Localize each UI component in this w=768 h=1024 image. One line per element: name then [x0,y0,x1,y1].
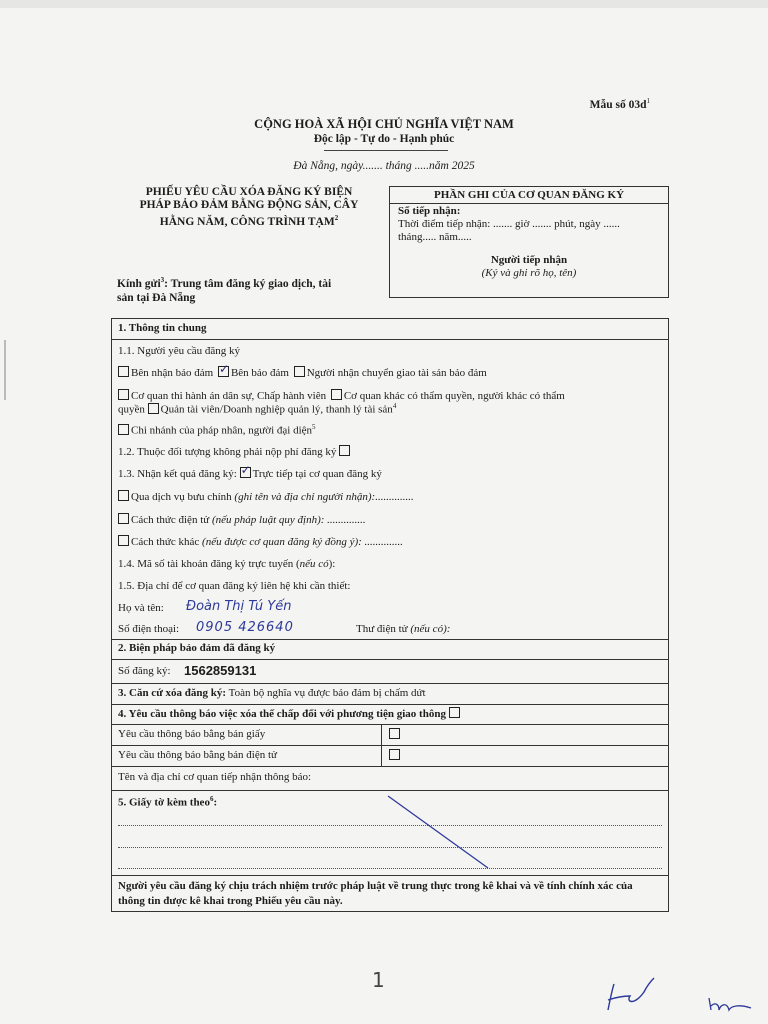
section5-block [112,790,668,876]
postal-checkbox[interactable] [118,490,129,501]
scan-edge [0,0,768,8]
motto: Độc lập - Tự do - Hạnh phúc [313,133,455,145]
section4-heading-row [112,704,668,725]
other-method-note: (nếu được cơ quan đăng ký đồng ý): .............. [202,536,404,548]
notice-paper-row [112,724,668,746]
office-box-heading: PHẦN GHI CỦA CƠ QUAN ĐĂNG KÝ [390,187,668,204]
postal-label: Qua dịch vụ bưu chính [131,491,232,503]
receipt-time-line1: Thời điểm tiếp nhận: ....... giờ ....... phút, ngày ...... [398,218,620,230]
other-method-checkbox[interactable] [118,535,129,546]
form-number: Mẫu số $03d^1$ [589,97,650,111]
name-label: Họ và tên: [118,602,164,614]
email-line: Thư điện tử (nếu có): [356,623,451,635]
other-authority-label: Cơ quan khác có thẩm quyền, người khác có thẩm [343,390,565,402]
secured-party-label: Bên nhận bảo đảm [131,367,214,379]
name-value: Đoàn Thị Tú Yến [186,599,292,614]
strike-through-line [382,794,502,872]
page-number: 1 [372,968,385,992]
contact-label: 1.5. Địa chỉ để cơ quan đăng ký liên hệ khi cần thiết: [118,580,351,592]
guarantor-checkbox[interactable] [218,366,229,377]
section3-row [112,683,668,705]
handwritten-initials-mark [705,992,755,1018]
fee-exempt-checkbox[interactable] [339,445,350,456]
requester-label: 1.1. Người yêu cầu đăng ký [118,345,241,357]
form-title: PHIẾU YÊU CẦU XÓA ĐĂNG KÝ BIỆN PHÁP BẢO ĐẢM BẰNG ĐỘNG SẢN, CÂY HẰNG NĂM, CÔNG TRÌNH TẠM$^2$ [139,186,359,228]
secured-party-checkbox[interactable] [118,366,129,377]
liquidator-checkbox[interactable] [148,403,159,414]
guarantor-label: Bên bảo đảm [230,367,289,379]
branch-checkbox[interactable] [118,424,129,435]
transferee-checkbox[interactable] [294,366,305,377]
electronic-note: (nếu pháp luật quy định): .............. [211,514,366,526]
nation-title: CỘNG HOÀ XÃ HỘI CHỦ NGHĨA VIỆT NAM [254,117,514,131]
enforcement-label: Cơ quan thi hành án dân sự, Chấp hành viên [131,390,327,402]
notice-paper-checkbox[interactable] [389,728,400,739]
section2-heading-row [112,639,668,660]
reg-number-value: 1562859131 [184,663,257,678]
receive-result-label: 1.3. Nhận kết quả đăng ký: [118,468,237,480]
scan-mark [4,340,6,400]
handwritten-signature-initials [600,972,660,1018]
reg-number-label: Số đăng ký: [118,665,171,677]
notice-electronic-label: Yêu cầu thông báo bằng bản điện tử [118,749,278,761]
other-authority-label-cont: quyền [118,403,145,416]
declaration-block [112,875,668,911]
vehicle-notice-checkbox[interactable] [449,707,460,718]
notice-paper-label: Yêu cầu thông báo bằng bản giấy [118,728,266,740]
section4-heading: 4. Yêu cầu thông báo việc xóa thế chấp đối với phương tiện giao thông [118,708,446,720]
date-line: Đà Nẵng, ngày....... tháng .....năm 2025 [293,160,475,172]
notice-column-divider [381,724,382,766]
branch-label: Chi nhánh của pháp nhân, người đại diện [131,424,313,437]
receiver-label: Người tiếp nhận [490,254,568,266]
phone-label: Số điện thoại: [118,623,180,635]
electronic-label: Cách thức điện tử [131,514,210,526]
notice-agency-label: Tên và địa chỉ cơ quan tiếp nhận thông báo: [118,771,312,783]
online-account-line: 1.4. Mã số tài khoản đăng ký trực tuyến (nếu có): [118,558,336,570]
direct-label: Trực tiếp tại cơ quan đăng ký [252,468,382,480]
section1-heading-row [112,319,668,340]
electronic-checkbox[interactable] [118,513,129,524]
fee-exempt-label: 1.2. Thuộc đối tượng không phải nộp phí đăng ký [118,446,337,458]
postal-note: (ghi tên và địa chỉ người nhận):.............. [234,491,414,503]
phone-value: 0905 426640 [196,620,294,635]
section2-body [112,659,668,684]
notice-electronic-row [112,745,668,767]
notice-electronic-checkbox[interactable] [389,749,400,760]
recipient: Kính gửi$^3$: Trung tâm đăng ký giao dịch, tài sản tại Đà Nẵng [117,276,332,304]
liquidator-label: Quản tài viên/Doanh nghiệp quản lý, thanh lý tài sản [160,403,393,416]
other-authority-checkbox[interactable] [331,389,342,400]
section1-body: 1.1. Người yêu cầu đăng ký Bên nhận bảo đảm ✓ Bên bảo đảm Người nhận chuyển giao tài sản bảo đảm Cơ quan thi hành án dân sự, Chấp hành viên Cơ quan khác có thẩm quyền, người khác có thẩm quyền Quản tài viên/Doanh nghiệp quản lý, thanh lý tài sản$^4$ Chi nhánh của pháp nhân, người đại diện$^5$ 1.2. Thuộc đối tượng không phải nộp phí đăng ký 1.3. Nhận kết quả đăng ký: ✓ Trực tiếp tại cơ quan đăng ký Qua dịch vụ bưu chính (ghi tên và địa chỉ người nhận):.............. Cách thức điện tử (nếu pháp luật quy định): .............. Cách thức khác (nếu được cơ quan đăng ký đồng ý): .............. 1.4. Mã số tài khoản đăng ký trực tuyến (nếu có): 1.5. Địa chỉ để cơ quan đăng ký liên hệ khi cần thiết: Họ và tên: Đoàn Thị Tú Yến Số điện thoại: 0905 426640 Thư điện tử (nếu có): [112,339,668,640]
direct-checkbox[interactable] [240,467,251,478]
receipt-number-label: Số tiếp nhận: [398,205,461,217]
section3-value: Toàn bộ nghĩa vụ được bảo đảm bị chấm dứt [228,687,426,699]
declaration-text: Người yêu cầu đăng ký chịu trách nhiệm trước pháp luật về trung thực trong kê khai và về tính chính xác của thông tin được kê khai trong Phiếu yêu cầu này. [118,880,633,907]
other-method-label: Cách thức khác [131,536,200,548]
notice-agency-row [112,766,668,791]
section2-heading: 2. Biện pháp bảo đảm đã đăng ký [118,642,276,654]
section3-heading: 3. Căn cứ xóa đăng ký: [118,687,227,699]
section5-heading: 5. Giấy tờ kèm theo$^6$: [118,795,218,809]
request-form-table [111,318,669,912]
enforcement-checkbox[interactable] [118,389,129,400]
receiver-note: (Ký và ghi rõ họ, tên) [481,267,577,279]
section1-heading: 1. Thông tin chung [118,322,207,334]
receipt-time-line2: tháng..... năm..... [398,231,472,243]
transferee-label: Người nhận chuyển giao tài sản bảo đảm [306,367,487,379]
motto-underline [324,150,448,151]
office-use-box [389,186,669,298]
